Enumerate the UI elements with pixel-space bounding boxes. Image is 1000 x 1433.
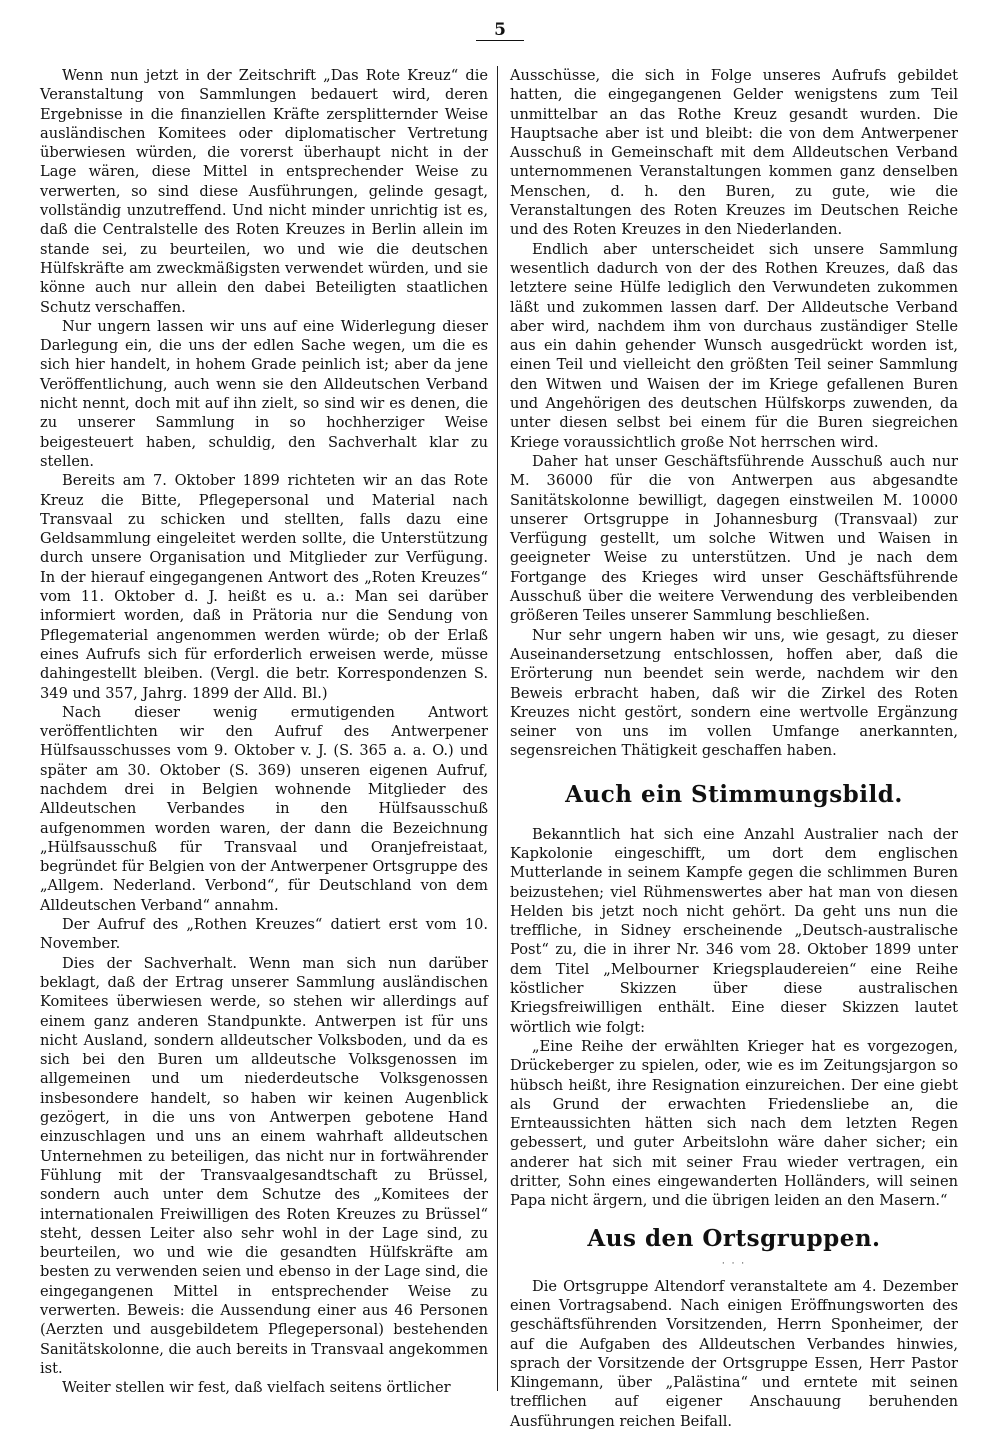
left-column [40, 66, 488, 1397]
article-paragraph: Nach dieser wenig ermutigenden Antwort veröffentlichten wir den Aufruf des Antwerpener Hülfsausschusses vom 9. Oktober v. J. (S. 365 a. a. O.) und später am 30. Oktober (S. 369) unseren eigenen Aufruf, nachdem drei in Belgien wohnende Mitglieder des Alldeutschen Verbandes in den Hülfsausschuß aufgenommen worden waren, der dann die Bezeichnung „Hülfsausschuß für Transvaal und Oranjefreistaat, begründet für Belgien von der Antwerpener Ortsgruppe des „Allgem. Nederland. Verbond“, für Deutschland von dem Alldeutschen Verband“ annahm. [40, 703, 488, 914]
column-divider [497, 66, 498, 1391]
article-paragraph: Daher hat unser Geschäftsführende Ausschuß auch nur M. 36000 für die von Antwerpen aus abgesandte Sanitätskolonne bewilligt, dagegen einstweilen M. 10000 unserer Ortsgruppe in Johannesburg (Transvaal) zur Verfügung gestellt, um solche Witwen und Waisen in geeigneter Weise zu unterstützen. Und je nach dem Fortgange des Krieges wird unser Geschäftsführende Ausschuß über die weitere Verwendung des verbleibenden größeren Teiles unserer Sammlung beschließen. [510, 452, 958, 625]
quote-paragraph: „Eine Reihe der erwählten Krieger hat es vorgezogen, Drückeberger zu spielen, oder, wie es im Zeitungsjargon so hübsch heißt, ihre Resignation einzureichen. Der eine giebt als Grund der erwachten Friedensliebe an, die Ernteaussichten hätten sich nach dem letzten Regen gebessert, und guter Arbeitslohn wäre daher sicher; ein anderer hat sich mit seiner Frau wieder vertragen, ein dritter, Sohn eines eingewanderten Holländers, will seinen Papa nicht ärgern, und die übrigen leiden an den Masern.“ [510, 1037, 958, 1210]
page-number [0, 20, 1000, 41]
article-paragraph: Bereits am 7. Oktober 1899 richteten wir an das Rote Kreuz die Bitte, Pflegepersonal und Material nach Transvaal zu schicken und stellten, falls dazu eine Geldsammlung eingeleitet werden sollte, die Unterstützung durch unsere Organisation und Mitglieder zur Verfügung. In der hierauf eingegangenen Antwort des „Roten Kreuzes“ vom 11. Oktober d. J. heißt es u. a.: Man sei darüber informiert worden, daß in Prätoria nur die Sendung von Pflegematerial angenommen werden würde; ob der Erlaß eines Aufrufs sich für erforderlich erweisen werde, müsse dahingestellt bleiben. (Vergl. die betr. Korrespondenzen S. 349 und 357, Jahrg. 1899 der Alld. Bl.) [40, 472, 488, 702]
article-paragraph: Ausschüsse, die sich in Folge unseres Aufrufs gebildet hatten, die eingegangenen Gelder wenigstens zum Teil unmittelbar an das Rothe Kreuz gesandt wurden. Die Hauptsache aber ist und bleibt: die von dem Antwerpener Ausschuß in Gemeinschaft mit dem Alldeutschen Verband unternommenen Veranstaltungen kommen ganz denselben Menschen, d. h. den Buren, zu gute, wie die Veranstaltungen des Roten Kreuzes im Deutschen Reiche und des Roten Kreuzes in den Niederlanden. [510, 67, 958, 239]
section-heading-ortsgruppen: Aus den Ortsgruppen. [587, 1224, 881, 1252]
article-paragraph: Bekanntlich hat sich eine Anzahl Australier nach der Kapkolonie eingeschifft, um dort dem englischen Mutterlande in seinem Kampfe gegen die schlimmen Buren beizustehen; viel Rühmenswertes aber hat man von diesen Helden bis jetzt noch nicht gehört. Da geht uns nun die treffliche, in Sidney erscheinende „Deutsch-australische Post“ zu, die in ihrer Nr. 346 vom 28. Oktober 1899 unter dem Titel „Melbourner Kriegsplaudereien“ eine Reihe köstlicher Skizzen über diese australischen Kriegsfreiwilligen enthält. Eine dieser Skizzen lautet wörtlich wie folgt: [510, 825, 958, 1036]
ornament-divider: · · · [721, 1258, 747, 1269]
article-paragraph: Der Aufruf des „Rothen Kreuzes“ datiert erst vom 10. November. [40, 916, 488, 953]
right-column [510, 66, 958, 1431]
article-paragraph: Nur sehr ungern haben wir uns, wie gesagt, zu dieser Auseinandersetzung entschlossen, hoffen aber, daß die Erörterung nun beendet sein werde, nachdem wir den Beweis erbracht haben, daß wir die Zirkel des Roten Kreuzes nicht gestört, sondern eine wertvolle Ergänzung seiner von uns im vollen Umfange anerkannten, segensreichen Thätigkeit geschaffen haben. [510, 626, 958, 760]
article-paragraph: Die Ortsgruppe Altendorf veranstaltete am 4. Dezember einen Vortragsabend. Nach einigen Eröffnungsworten des geschäftsführenden Vorsitzenden, Herrn Sponheimer, der auf die Aufgaben des Alldeutschen Verbandes hinwies, sprach der Vorsitzende der Ortsgruppe Essen, Herr Pastor Klingemann, über „Palästina“ und erntete mit seinen trefflichen auf eigener Anschauung beruhenden Ausführungen reichen Beifall. [510, 1277, 958, 1430]
article-paragraph: Wenn nun jetzt in der Zeitschrift „Das Rote Kreuz“ die Veranstaltung von Sammlungen bedauert wird, deren Ergebnisse in die finanziellen Kräfte zersplitternder Weise ausländischen Komitees oder diplomatischer Vertretung überwiesen würden, die vorerst überhaupt nicht in der Lage wären, diese Mittel in entsprechender Weise zu verwerten, so sind diese Ausführungen, gelinde gesagt, vollständig unzutreffend. Und nicht minder unrichtig ist es, daß die Centralstelle des Roten Kreuzes in Berlin allein im stande sei, zu beurteilen, wo und wie die deutschen Hülfskräfte am zweckmäßigsten verwendet würden, und sie könne auch nur allein den dabei Beteiligten staatlichen Schutz verschaffen. [40, 67, 488, 316]
article-paragraph: Endlich aber unterscheidet sich unsere Sammlung wesentlich dadurch von der des Rothen Kreuzes, daß das letztere seine Hülfe lediglich den Verwundeten zukommen läßt und zukommen lassen darf. Der Alldeutsche Verband aber wird, nachdem ihm von durchaus zuständiger Stelle aus ein dahin gehender Wunsch ausgedrückt worden ist, einen Teil und vielleicht den größten Teil seiner Sammlung den Witwen und Waisen der im Kriege gefallenen Buren und Angehörigen des deutschen Hülfskorps zuwenden, da unter diesen selbst bei einem für die Buren siegreichen Kriege voraussichtlich große Not herrschen wird. [510, 240, 958, 451]
section-heading-stimmungsbild: Auch ein Stimmungsbild. [565, 780, 903, 808]
article-paragraph: Dies der Sachverhalt. Wenn man sich nun darüber beklagt, daß der Ertrag unserer Sammlung ausländischen Komitees überwiesen werde, so stehen wir allerdings auf einem ganz anderen Standpunkte. Antwerpen ist für uns nicht Ausland, sondern alldeutscher Volksboden, und da es sich bei den Buren um alldeutsche Volksgenossen im allgemeinen und um niederdeutsche Volksgenossen insbesondere handelt, so haben wir keinen Augenblick gezögert, in die uns von Antwerpen gebotene Hand einzuschlagen und uns an einem wahrhaft alldeutschen Unternehmen zu beteiligen, das nicht nur in fortwährender Fühlung mit der Transvaalgesandtschaft zu Brüssel, sondern auch unter dem Schutze des „Komitees der internationalen Freiwilligen des Roten Kreuzes zu Brüssel“ steht, dessen Leiter also sehr wohl in der Lage sind, zu beurteilen, wo und wie die gesandten Hülfskräfte am besten zu verwenden seien und ebenso in der Lage sind, die eingegangenen Mittel in entsprechender Weise zu verwerten. Beweis: die Aussendung einer aus 46 Personen (Aerzten und ausgebildetem Pflegepersonal) bestehenden Sanitätskolonne, die auch bereits in Transvaal angekommen ist. [40, 954, 488, 1377]
article-paragraph: Weiter stellen wir fest, daß vielfach seitens örtlicher [62, 1379, 451, 1397]
page-number-text: 5 [476, 20, 524, 41]
article-paragraph: Nur ungern lassen wir uns auf eine Widerlegung dieser Darlegung ein, die uns der edlen Sache wegen, um die es sich hier handelt, in hohem Grade peinlich ist; aber da jene Veröffentlichung, auch wenn sie den Alldeutschen Verband nicht nennt, doch mit auf ihn zielt, so sind wir es denen, die zu unserer Sammlung in so hochherziger Weise beigesteuert haben, schuldig, den Sachverhalt klar zu stellen. [40, 317, 488, 470]
